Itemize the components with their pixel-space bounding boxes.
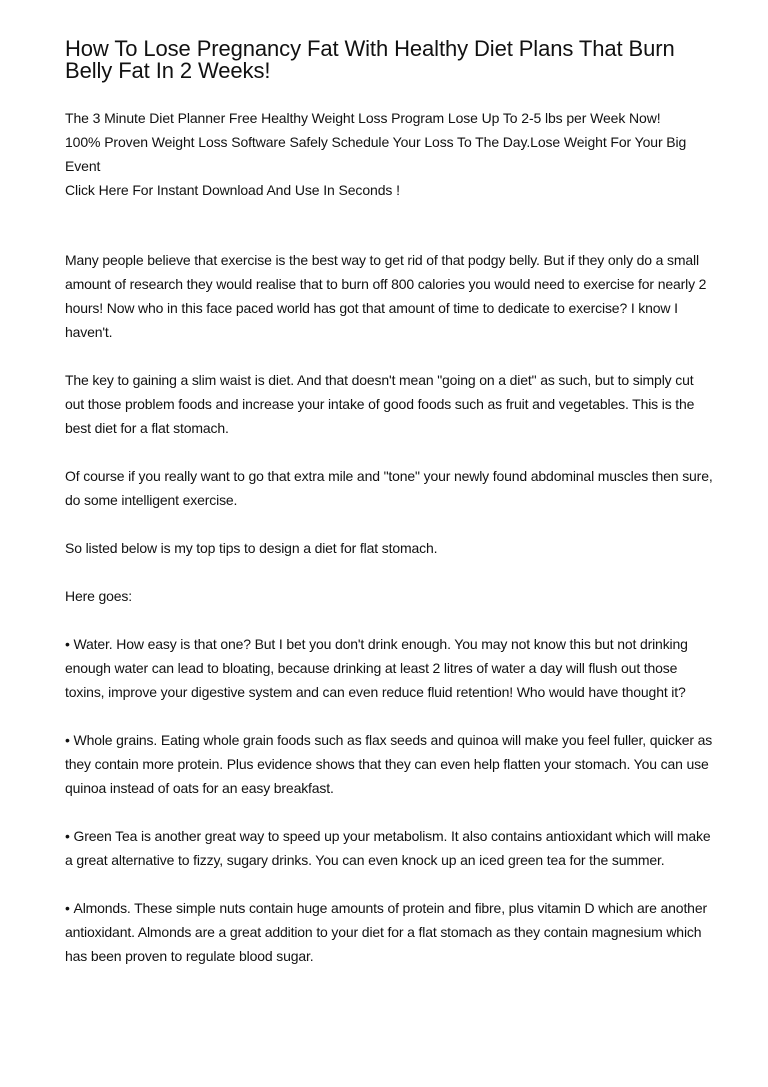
- body-paragraph: Many people believe that exercise is the best way to get rid of that podgy belly. But if they only do a small amount of research they would realise that to burn off 800 calories you would need to exercise for nearly 2 hours! Now who in this face paced world has got that amount of time to dedicate to exercise? I know I haven't.: [65, 252, 707, 340]
- tip-water: • Water. How easy is that one? But I bet you don't drink enough. You may not know this but not drinking enough water can lead to bloating, because drinking at least 2 litres of water a day will flush out those toxins, improve your digestive system and can even reduce fluid retention! Who would have thought it?: [65, 632, 715, 704]
- body-paragraph: The key to gaining a slim waist is diet. And that doesn't mean "going on a diet" as such, but to simply cut out those problem foods and increase your intake of good foods such as fruit and vegetables. This is the best diet for a flat stomach.: [65, 372, 695, 436]
- body-paragraph: Of course if you really want to go that extra mile and "tone" your newly found abdominal muscles then sure, do some intelligent exercise.: [65, 468, 713, 508]
- body-paragraph: So listed below is my top tips to design a diet for flat stomach.: [65, 540, 438, 556]
- promo-line: 100% Proven Weight Loss Software Safely Schedule Your Loss To The Day.Lose Weight For Your Big Event: [65, 134, 687, 174]
- page-title: How To Lose Pregnancy Fat With Healthy Diet Plans That Burn Belly Fat In 2 Weeks!: [65, 36, 675, 83]
- promo-block: [65, 106, 715, 202]
- tip-almonds: • Almonds. These simple nuts contain huge amounts of protein and fibre, plus vitamin D which are another antioxidant. Almonds are a great addition to your diet for a flat stomach as they contain magnesium which has been proven to regulate blood sugar.: [65, 896, 715, 968]
- article-body: [65, 248, 715, 968]
- document-page: [65, 38, 715, 992]
- promo-download-line: Click Here For Instant Download And Use In Seconds !: [65, 182, 400, 198]
- promo-line: The 3 Minute Diet Planner Free Healthy Weight Loss Program Lose Up To 2-5 lbs per Week Now!: [65, 110, 661, 126]
- tip-green-tea: • Green Tea is another great way to speed up your metabolism. It also contains antioxidant which will make a great alternative to fizzy, sugary drinks. You can even knock up an iced green tea for the summer.: [65, 824, 715, 872]
- body-paragraph: Here goes:: [65, 588, 132, 604]
- tip-whole-grains: • Whole grains. Eating whole grain foods such as flax seeds and quinoa will make you feel fuller, quicker as they contain more protein. Plus evidence shows that they can even help flatten your stomach. You can use quinoa instead of oats for an easy breakfast.: [65, 728, 715, 800]
